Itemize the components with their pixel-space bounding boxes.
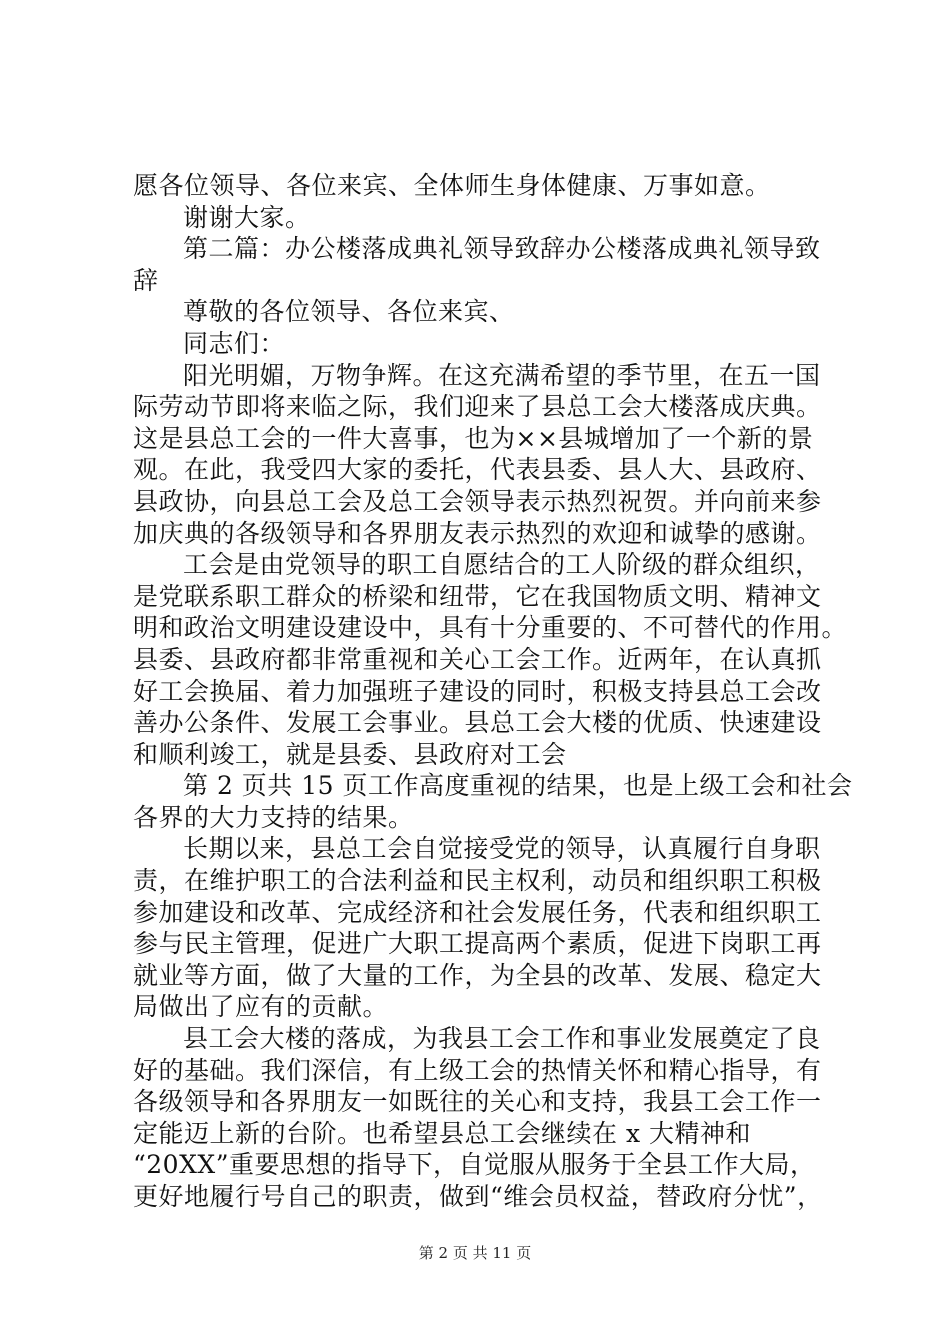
text-line: 辞 xyxy=(133,265,159,295)
text-line: 明和政治文明建设建设中，具有十分重要的、不可替代的作用。 xyxy=(133,613,848,643)
text-line: 参与民主管理，促进广大职工提高两个素质，促进下岗职工再 xyxy=(133,929,822,959)
text-line: 第 2 页共 15 页工作高度重视的结果，也是上级工会和社会 xyxy=(183,771,853,801)
text-line: 就业等方面，做了大量的工作，为全县的改革、发展、稳定大 xyxy=(133,960,822,990)
text-line: 工会是由党领导的职工自愿结合的工人阶级的群众组织， xyxy=(183,550,821,580)
text-line: 同志们： xyxy=(183,328,286,358)
text-line: 善办公条件、发展工会事业。县总工会大楼的优质、快速建设 xyxy=(133,708,822,738)
text-line: 阳光明媚，万物争辉。在这充满希望的季节里，在五一国 xyxy=(183,360,821,390)
text-line: 县委、县政府都非常重视和关心工会工作。近两年，在认真抓 xyxy=(133,644,822,674)
text-line: 参加建设和改革、完成经济和社会发展任务，代表和组织职工 xyxy=(133,897,822,927)
text-line: 好的基础。我们深信，有上级工会的热情关怀和精心指导，有 xyxy=(133,1055,822,1085)
text-line: 各级领导和各界朋友一如既往的关心和支持，我县工会工作一 xyxy=(133,1087,822,1117)
text-line: “20XX”重要思想的指导下，自觉服从服务于全县工作大局， xyxy=(133,1150,816,1180)
text-line: 加庆典的各级领导和各界朋友表示热烈的欢迎和诚挚的感谢。 xyxy=(133,518,822,548)
text-line: 更好地履行号自己的职责，做到“维会员权益，替政府分忧”， xyxy=(133,1182,823,1211)
text-line: 愿各位领导、各位来宾、全体师生身体健康、万事如意。 xyxy=(133,171,771,200)
text-line: 尊敬的各位领导、各位来宾、 xyxy=(183,297,515,327)
text-line: 际劳动节即将来临之际，我们迎来了县总工会大楼落成庆典。 xyxy=(133,392,822,422)
text-line: 县工会大楼的落成，为我县工会工作和事业发展奠定了良 xyxy=(183,1024,821,1054)
page-footer: 第 2 页 共 11 页 xyxy=(418,1244,532,1262)
text-line: 是党联系职工群众的桥梁和纽带，它在我国物质文明、精神文 xyxy=(133,581,822,611)
text-line: 这是县总工会的一件大喜事，也为××县城增加了一个新的景 xyxy=(133,423,814,453)
text-line: 局做出了应有的贡献。 xyxy=(133,992,389,1022)
text-line: 观。在此，我受四大家的委托，代表县委、县人大、县政府、 xyxy=(133,455,822,485)
text-line: 各界的大力支持的结果。 xyxy=(133,802,414,832)
text-line: 和顺利竣工，就是县委、县政府对工会 xyxy=(133,739,567,769)
text-line: 责，在维护职工的合法利益和民主权利，动员和组织职工积极 xyxy=(133,866,822,896)
text-line: 长期以来，县总工会自觉接受党的领导，认真履行自身职 xyxy=(183,834,821,864)
text-line: 谢谢大家。 xyxy=(183,202,311,232)
text-line: 定能迈上新的台阶。也希望县总工会继续在 x 大精神和 xyxy=(133,1118,751,1148)
text-line: 县政协，向县总工会及总工会领导表示热烈祝贺。并向前来参 xyxy=(133,486,822,516)
text-line: 好工会换届、着力加强班子建设的同时，积极支持县总工会改 xyxy=(133,676,822,706)
document-body xyxy=(133,170,853,1213)
text-line: 第二篇：办公楼落成典礼领导致辞办公楼落成典礼领导致 xyxy=(183,234,821,264)
